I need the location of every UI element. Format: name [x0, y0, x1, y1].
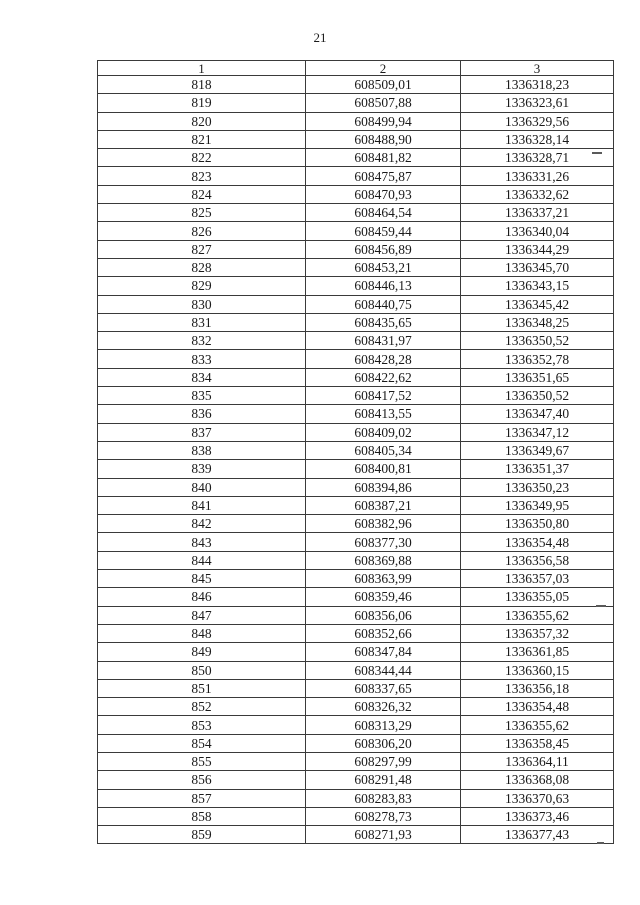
- table-row: [98, 661, 614, 679]
- x-coordinate-cell: 608405,34: [306, 441, 461, 459]
- x-coordinate-cell: 608440,75: [306, 295, 461, 313]
- point-number-cell: 847: [98, 606, 306, 624]
- y-coordinate-cell: 1336328,71: [461, 149, 614, 167]
- x-coordinate-cell: 608400,81: [306, 460, 461, 478]
- y-coordinate-cell: 1336348,25: [461, 313, 614, 331]
- page-number: 21: [313, 30, 327, 45]
- point-number-cell: 846: [98, 588, 306, 606]
- x-coordinate-cell: 608344,44: [306, 661, 461, 679]
- y-coordinate-cell: 1336373,46: [461, 807, 614, 825]
- table-row: [98, 588, 614, 606]
- point-number-cell: 845: [98, 570, 306, 588]
- x-coordinate-cell: 608475,87: [306, 167, 461, 185]
- x-coordinate-cell: 608509,01: [306, 76, 461, 94]
- x-coordinate-cell: 608507,88: [306, 94, 461, 112]
- point-number-cell: 855: [98, 752, 306, 770]
- table-row: [98, 734, 614, 752]
- x-coordinate-cell: 608297,99: [306, 752, 461, 770]
- point-number-cell: 857: [98, 789, 306, 807]
- table-row: [98, 441, 614, 459]
- x-coordinate-cell: 608417,52: [306, 387, 461, 405]
- x-coordinate-cell: 608283,83: [306, 789, 461, 807]
- x-coordinate-cell: 608313,29: [306, 716, 461, 734]
- x-coordinate-cell: 608337,65: [306, 679, 461, 697]
- table-header-row: [98, 61, 614, 76]
- table-row: [98, 533, 614, 551]
- point-number-cell: 821: [98, 130, 306, 148]
- y-coordinate-cell: 1336347,40: [461, 405, 614, 423]
- point-number-cell: 820: [98, 112, 306, 130]
- x-coordinate-cell: 608377,30: [306, 533, 461, 551]
- x-coordinate-cell: 608428,28: [306, 350, 461, 368]
- x-coordinate-cell: 608422,62: [306, 368, 461, 386]
- point-number-cell: 852: [98, 698, 306, 716]
- table-row: [98, 606, 614, 624]
- x-coordinate-cell: 608499,94: [306, 112, 461, 130]
- x-coordinate-cell: 608359,46: [306, 588, 461, 606]
- table-row: [98, 826, 614, 844]
- x-coordinate-cell: 608464,54: [306, 204, 461, 222]
- y-coordinate-cell: 1336332,62: [461, 185, 614, 203]
- scan-artifact: [596, 605, 606, 607]
- x-coordinate-cell: 608278,73: [306, 807, 461, 825]
- y-coordinate-cell: 1336340,04: [461, 222, 614, 240]
- x-coordinate-cell: 608291,48: [306, 771, 461, 789]
- x-coordinate-cell: 608459,44: [306, 222, 461, 240]
- point-number-cell: 833: [98, 350, 306, 368]
- x-coordinate-cell: 608352,66: [306, 624, 461, 642]
- point-number-cell: 850: [98, 661, 306, 679]
- table-row: [98, 185, 614, 203]
- y-coordinate-cell: 1336364,11: [461, 752, 614, 770]
- point-number-cell: 851: [98, 679, 306, 697]
- table-row: [98, 368, 614, 386]
- table-row: [98, 76, 614, 94]
- table-row: [98, 807, 614, 825]
- column-header-x: 2: [306, 61, 461, 76]
- coordinates-table: [97, 60, 614, 844]
- point-number-cell: 834: [98, 368, 306, 386]
- table-row: [98, 679, 614, 697]
- point-number-cell: 825: [98, 204, 306, 222]
- point-number-cell: 827: [98, 240, 306, 258]
- point-number-cell: 841: [98, 496, 306, 514]
- point-number-cell: 840: [98, 478, 306, 496]
- table-row: [98, 222, 614, 240]
- y-coordinate-cell: 1336370,63: [461, 789, 614, 807]
- x-coordinate-cell: 608382,96: [306, 515, 461, 533]
- y-coordinate-cell: 1336345,70: [461, 258, 614, 276]
- point-number-cell: 836: [98, 405, 306, 423]
- point-number-cell: 819: [98, 94, 306, 112]
- point-number-cell: 826: [98, 222, 306, 240]
- y-coordinate-cell: 1336350,52: [461, 387, 614, 405]
- column-header-y: 3: [461, 61, 614, 76]
- table-row: [98, 387, 614, 405]
- y-coordinate-cell: 1336349,67: [461, 441, 614, 459]
- x-coordinate-cell: 608453,21: [306, 258, 461, 276]
- point-number-cell: 843: [98, 533, 306, 551]
- y-coordinate-cell: 1336328,14: [461, 130, 614, 148]
- x-coordinate-cell: 608369,88: [306, 551, 461, 569]
- table-row: [98, 149, 614, 167]
- x-coordinate-cell: 608470,93: [306, 185, 461, 203]
- table-row: [98, 789, 614, 807]
- point-number-cell: 837: [98, 423, 306, 441]
- point-number-cell: 842: [98, 515, 306, 533]
- point-number-cell: 856: [98, 771, 306, 789]
- point-number-cell: 828: [98, 258, 306, 276]
- y-coordinate-cell: 1336331,26: [461, 167, 614, 185]
- table-row: [98, 570, 614, 588]
- y-coordinate-cell: 1336349,95: [461, 496, 614, 514]
- column-header-number: 1: [98, 61, 306, 76]
- point-number-cell: 822: [98, 149, 306, 167]
- table-row: [98, 460, 614, 478]
- table-row: [98, 643, 614, 661]
- y-coordinate-cell: 1336337,21: [461, 204, 614, 222]
- x-coordinate-cell: 608446,13: [306, 277, 461, 295]
- x-coordinate-cell: 608271,93: [306, 826, 461, 844]
- point-number-cell: 823: [98, 167, 306, 185]
- table-row: [98, 478, 614, 496]
- table-row: [98, 350, 614, 368]
- table-row: [98, 277, 614, 295]
- table-row: [98, 130, 614, 148]
- x-coordinate-cell: 608481,82: [306, 149, 461, 167]
- point-number-cell: 854: [98, 734, 306, 752]
- y-coordinate-cell: 1336358,45: [461, 734, 614, 752]
- table-row: [98, 515, 614, 533]
- x-coordinate-cell: 608326,32: [306, 698, 461, 716]
- x-coordinate-cell: 608356,06: [306, 606, 461, 624]
- x-coordinate-cell: 608413,55: [306, 405, 461, 423]
- y-coordinate-cell: 1336356,58: [461, 551, 614, 569]
- y-coordinate-cell: 1336377,43: [461, 826, 614, 844]
- y-coordinate-cell: 1336323,61: [461, 94, 614, 112]
- y-coordinate-cell: 1336368,08: [461, 771, 614, 789]
- x-coordinate-cell: 608387,21: [306, 496, 461, 514]
- y-coordinate-cell: 1336355,62: [461, 716, 614, 734]
- point-number-cell: 858: [98, 807, 306, 825]
- x-coordinate-cell: 608431,97: [306, 332, 461, 350]
- y-coordinate-cell: 1336354,48: [461, 533, 614, 551]
- table-row: [98, 112, 614, 130]
- table-row: [98, 332, 614, 350]
- y-coordinate-cell: 1336350,23: [461, 478, 614, 496]
- scan-artifact: [592, 152, 602, 154]
- point-number-cell: 859: [98, 826, 306, 844]
- point-number-cell: 831: [98, 313, 306, 331]
- y-coordinate-cell: 1336356,18: [461, 679, 614, 697]
- y-coordinate-cell: 1336350,52: [461, 332, 614, 350]
- table-row: [98, 295, 614, 313]
- point-number-cell: 829: [98, 277, 306, 295]
- table-body: [98, 76, 614, 844]
- x-coordinate-cell: 608347,84: [306, 643, 461, 661]
- y-coordinate-cell: 1336354,48: [461, 698, 614, 716]
- x-coordinate-cell: 608409,02: [306, 423, 461, 441]
- point-number-cell: 839: [98, 460, 306, 478]
- point-number-cell: 835: [98, 387, 306, 405]
- y-coordinate-cell: 1336351,37: [461, 460, 614, 478]
- table-row: [98, 423, 614, 441]
- x-coordinate-cell: 608306,20: [306, 734, 461, 752]
- y-coordinate-cell: 1336344,29: [461, 240, 614, 258]
- x-coordinate-cell: 608363,99: [306, 570, 461, 588]
- table-row: [98, 551, 614, 569]
- y-coordinate-cell: 1336352,78: [461, 350, 614, 368]
- y-coordinate-cell: 1336318,23: [461, 76, 614, 94]
- y-coordinate-cell: 1336347,12: [461, 423, 614, 441]
- y-coordinate-cell: 1336329,56: [461, 112, 614, 130]
- y-coordinate-cell: 1336357,03: [461, 570, 614, 588]
- point-number-cell: 818: [98, 76, 306, 94]
- table-row: [98, 698, 614, 716]
- x-coordinate-cell: 608488,90: [306, 130, 461, 148]
- y-coordinate-cell: 1336345,42: [461, 295, 614, 313]
- y-coordinate-cell: 1336350,80: [461, 515, 614, 533]
- point-number-cell: 849: [98, 643, 306, 661]
- table-row: [98, 204, 614, 222]
- table-row: [98, 496, 614, 514]
- table-row: [98, 94, 614, 112]
- x-coordinate-cell: 608394,86: [306, 478, 461, 496]
- y-coordinate-cell: 1336361,85: [461, 643, 614, 661]
- point-number-cell: 832: [98, 332, 306, 350]
- y-coordinate-cell: 1336343,15: [461, 277, 614, 295]
- table-row: [98, 258, 614, 276]
- x-coordinate-cell: 608456,89: [306, 240, 461, 258]
- point-number-cell: 824: [98, 185, 306, 203]
- y-coordinate-cell: 1336357,32: [461, 624, 614, 642]
- table-row: [98, 752, 614, 770]
- point-number-cell: 830: [98, 295, 306, 313]
- y-coordinate-cell: 1336355,05: [461, 588, 614, 606]
- table-row: [98, 167, 614, 185]
- x-coordinate-cell: 608435,65: [306, 313, 461, 331]
- point-number-cell: 853: [98, 716, 306, 734]
- table-row: [98, 716, 614, 734]
- y-coordinate-cell: 1336351,65: [461, 368, 614, 386]
- y-coordinate-cell: 1336355,62: [461, 606, 614, 624]
- table-row: [98, 313, 614, 331]
- point-number-cell: 838: [98, 441, 306, 459]
- table-row: [98, 240, 614, 258]
- scan-artifact: [597, 842, 604, 844]
- table-row: [98, 771, 614, 789]
- point-number-cell: 844: [98, 551, 306, 569]
- point-number-cell: 848: [98, 624, 306, 642]
- table-row: [98, 624, 614, 642]
- table-row: [98, 405, 614, 423]
- y-coordinate-cell: 1336360,15: [461, 661, 614, 679]
